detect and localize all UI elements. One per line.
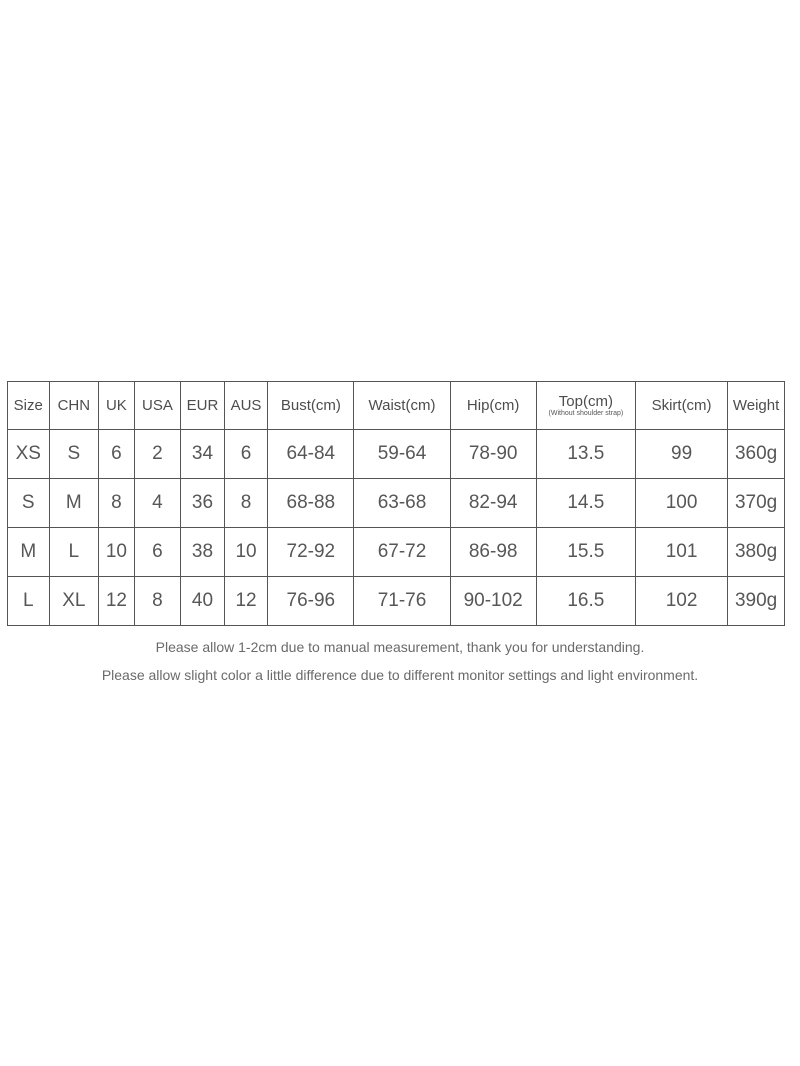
cell-hip: 90-102 <box>450 577 536 626</box>
cell-waist: 67-72 <box>354 528 450 577</box>
cell-bust: 76-96 <box>268 577 354 626</box>
cell-usa: 8 <box>134 577 181 626</box>
cell-aus: 8 <box>224 479 268 528</box>
cell-usa: 2 <box>134 430 181 479</box>
measurement-note: Please allow 1-2cm due to manual measurement, thank you for understanding. <box>155 639 645 655</box>
cell-bust: 64-84 <box>268 430 354 479</box>
cell-skirt: 99 <box>635 430 727 479</box>
cell-chn: XL <box>49 577 99 626</box>
header-uk <box>99 382 134 430</box>
size-chart-header <box>8 382 785 430</box>
cell-uk: 8 <box>99 479 134 528</box>
header-label: Weight <box>732 396 780 414</box>
cell-waist: 71-76 <box>354 577 450 626</box>
cell-skirt: 101 <box>635 528 727 577</box>
cell-chn: M <box>49 479 99 528</box>
table-row <box>8 577 785 626</box>
cell-top: 16.5 <box>536 577 635 626</box>
cell-size: M <box>8 528 50 577</box>
cell-uk: 12 <box>99 577 134 626</box>
table-row <box>8 528 785 577</box>
cell-eur: 36 <box>181 479 225 528</box>
header-label: Skirt(cm) <box>651 396 712 414</box>
header-weight <box>728 382 785 430</box>
cell-weight: 360g <box>728 430 785 479</box>
cell-skirt: 100 <box>635 479 727 528</box>
header-eur <box>181 382 225 430</box>
cell-eur: 40 <box>181 577 225 626</box>
cell-hip: 82-94 <box>450 479 536 528</box>
cell-weight: 370g <box>728 479 785 528</box>
header-top <box>536 382 635 430</box>
header-label: Top(cm) <box>558 392 613 410</box>
cell-waist: 59-64 <box>354 430 450 479</box>
table-row <box>8 430 785 479</box>
color-note: Please allow slight color a little difference due to different monitor settings and light environment. <box>101 667 699 683</box>
cell-size: XS <box>8 430 50 479</box>
cell-hip: 78-90 <box>450 430 536 479</box>
cell-top: 14.5 <box>536 479 635 528</box>
cell-bust: 72-92 <box>268 528 354 577</box>
header-label: CHN <box>57 396 91 414</box>
cell-size: L <box>8 577 50 626</box>
header-sublabel: (Without shoulder strap) <box>548 409 624 417</box>
cell-eur: 38 <box>181 528 225 577</box>
header-label: Size <box>13 396 43 414</box>
size-chart-body <box>8 430 785 626</box>
header-bust <box>268 382 354 430</box>
header-waist <box>354 382 450 430</box>
cell-hip: 86-98 <box>450 528 536 577</box>
header-label: Bust(cm) <box>280 396 341 414</box>
header-aus <box>224 382 268 430</box>
header-row <box>8 382 785 430</box>
cell-weight: 380g <box>728 528 785 577</box>
cell-waist: 63-68 <box>354 479 450 528</box>
header-label: UK <box>105 396 127 414</box>
cell-weight: 390g <box>728 577 785 626</box>
cell-uk: 6 <box>99 430 134 479</box>
cell-bust: 68-88 <box>268 479 354 528</box>
cell-uk: 10 <box>99 528 134 577</box>
cell-usa: 4 <box>134 479 181 528</box>
header-chn <box>49 382 99 430</box>
cell-usa: 6 <box>134 528 181 577</box>
cell-top: 13.5 <box>536 430 635 479</box>
cell-aus: 6 <box>224 430 268 479</box>
header-label: Waist(cm) <box>368 396 436 414</box>
header-hip <box>450 382 536 430</box>
header-label: EUR <box>186 396 219 414</box>
header-label: AUS <box>230 396 262 414</box>
header-usa <box>134 382 181 430</box>
cell-eur: 34 <box>181 430 225 479</box>
cell-top: 15.5 <box>536 528 635 577</box>
header-label: USA <box>141 396 173 414</box>
cell-chn: L <box>49 528 99 577</box>
cell-skirt: 102 <box>635 577 727 626</box>
header-skirt <box>635 382 727 430</box>
cell-aus: 12 <box>224 577 268 626</box>
cell-size: S <box>8 479 50 528</box>
cell-aus: 10 <box>224 528 268 577</box>
table-row <box>8 479 785 528</box>
cell-chn: S <box>49 430 99 479</box>
header-label: Hip(cm) <box>466 396 520 414</box>
size-chart-table <box>7 381 785 626</box>
header-size <box>8 382 50 430</box>
